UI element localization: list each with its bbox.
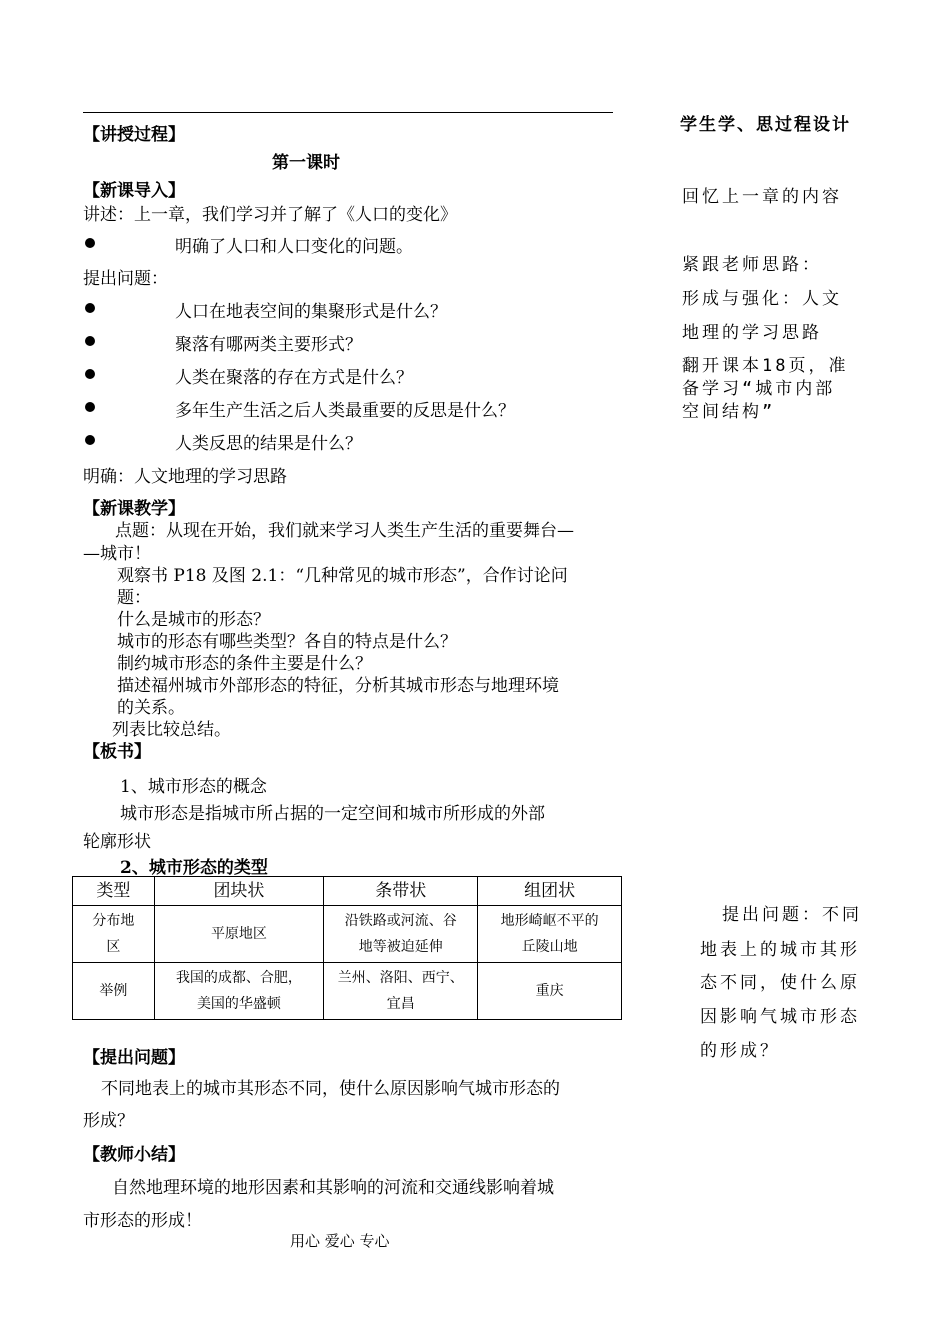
city-form-table [72,876,622,1020]
sidebar-question: 态不同，使什么原 [700,973,860,993]
table-row [73,906,622,963]
table-cell: 沿铁路或河流、谷 地等被迫延伸 [324,906,478,963]
question-item: 人类反思的结果是什么？ [175,434,362,454]
teach-text: 题： [117,588,151,608]
table-header: 团块状 [154,877,324,906]
clarify-line: 明确：人文地理的学习思路 [83,467,287,487]
sidebar-question: 提出问题：不同 [722,905,862,925]
sidebar-question: 地表上的城市其形 [700,940,860,960]
question-item: 人口在地表空间的集聚形式是什么？ [175,302,447,322]
table-cell: 举例 [73,963,155,1020]
board-item: 1、城市形态的概念 [120,777,267,797]
table-cell: 兰州、洛阳、西宁、 宜昌 [324,963,478,1020]
board-definition: 城市形态是指城市所占据的一定空间和城市所形成的外部 [120,804,545,824]
teach-text: 城市的形态有哪些类型？各自的特点是什么？ [117,632,457,652]
table-row [73,963,622,1020]
bullet-dot [85,402,95,412]
intro-bullet: 明确了人口和人口变化的问题。 [175,237,413,257]
heading-teach: 【新课教学】 [83,499,185,519]
teach-text: 观察书 P18 及图 2.1：“几种常见的城市形态”，合作讨论问 [117,566,568,586]
question-item: 多年生产生活之后人类最重要的反思是什么？ [175,401,515,421]
teach-text: 描述福州城市外部形态的特征，分析其城市形态与地理环境 [117,676,559,696]
sidebar-note: 回忆上一章的内容 [682,187,842,207]
top-rule [83,112,613,113]
table-cell: 分布地 区 [73,906,155,963]
sidebar-note: 形成与强化：人文 [682,289,842,309]
summary-text: 自然地理环境的地形因素和其影响的河流和交通线影响着城 [112,1178,554,1198]
sidebar-note: 地理的学习思路 [682,323,822,343]
teach-text: 点题：从现在开始，我们就来学习人类生产生活的重要舞台— [115,521,574,541]
table-header: 条带状 [324,877,478,906]
sidebar-note: 空间结构” [682,402,776,422]
teach-text: 列表比较总结。 [112,720,231,740]
sidebar-note: 翻开课本18页，准 [682,356,849,376]
heading-board: 【板书】 [83,742,151,762]
question-item: 聚落有哪两类主要形式？ [175,335,362,355]
teach-text: 制约城市形态的条件主要是什么？ [117,654,372,674]
table-header: 类型 [73,877,155,906]
sidebar-note: 紧跟老师思路： [682,255,822,275]
table-header-row [73,877,622,906]
table-cell: 地形崎岖不平的 丘陵山地 [478,906,622,963]
sidebar-question: 的形成？ [700,1041,780,1061]
intro-line: 讲述：上一章，我们学习并了解了《人口的变化》 [83,205,457,225]
sidebar-note: 备学习“城市内部 [682,379,836,399]
bullet-dot [85,369,95,379]
heading-process: 【讲授过程】 [83,125,185,145]
teach-text: 的关系。 [117,698,185,718]
page-footer: 用心 爱心 专心 [290,1232,390,1250]
heading-intro: 【新课导入】 [83,181,185,201]
heading-question: 【提出问题】 [83,1048,185,1068]
lesson-title: 第一课时 [272,153,340,173]
sidebar-title: 学生学、思过程设计 [680,115,851,135]
table-cell: 我国的成都、合肥， 美国的华盛顿 [154,963,324,1020]
board-definition: 轮廓形状 [83,832,151,852]
table-cell: 重庆 [478,963,622,1020]
table-header: 组团状 [478,877,622,906]
bullet-dot [85,435,95,445]
bullet-dot [85,336,95,346]
bullet-dot [85,303,95,313]
question-item: 人类在聚落的存在方式是什么？ [175,368,413,388]
question-text: 不同地表上的城市其形态不同，使什么原因影响气城市形态的 [101,1079,560,1099]
teach-text: 什么是城市的形态？ [117,610,270,630]
teach-text: —城市！ [83,544,151,564]
summary-text: 市形态的形成！ [83,1211,202,1231]
sidebar-question: 因影响气城市形态 [700,1007,860,1027]
ask-label: 提出问题： [83,269,168,289]
board-item: 2、城市形态的类型 [120,858,268,878]
table-cell: 平原地区 [154,906,324,963]
heading-summary: 【教师小结】 [83,1145,185,1165]
bullet-dot [85,238,95,248]
question-text: 形成？ [83,1111,134,1131]
